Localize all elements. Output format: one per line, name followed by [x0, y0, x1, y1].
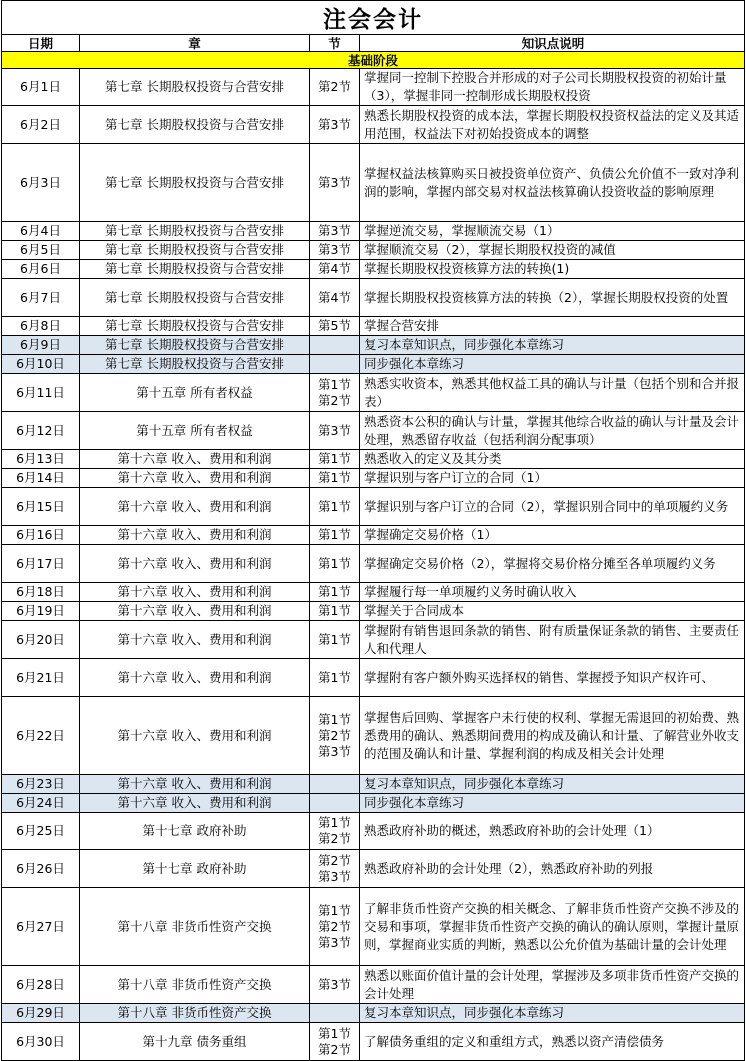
row-description: 了解非货币性资产交换的相关概念、了解非货币性资产交换不涉及的交易和事项，掌握非货币性资产交换的确认的确认原则，掌握计量原则，掌握商业实质的判断，熟悉以公允价值为基础计量的会计处理 [360, 888, 745, 966]
section-label: 第1节 [318, 902, 351, 918]
row-date: 6月12日 [2, 412, 80, 450]
row-date: 6月17日 [2, 545, 80, 583]
section-label: 第1节 [318, 451, 351, 466]
row-section [310, 355, 360, 374]
table-row [2, 69, 745, 106]
table-row [2, 888, 745, 966]
row-chapter: 第十六章 收入、费用和利润 [80, 450, 310, 469]
table-row [2, 526, 745, 545]
row-description: 掌握售后回购、掌握客户未行使的权利、掌握无需退回的初始费、熟悉费用的确认、熟悉期间费用的构成及确认和计量、了解营业外收支的范围及确认和计量、掌握利润的构成及相关会计处理 [360, 697, 745, 775]
row-date: 6月26日 [2, 850, 80, 888]
stage-label: 基础阶段 [2, 52, 745, 69]
row-section [310, 336, 360, 355]
row-chapter: 第十八章 非货币性资产交换 [80, 888, 310, 966]
row-chapter: 第十五章 所有者权益 [80, 412, 310, 450]
section-label: 第4节 [318, 289, 351, 305]
header-date: 日期 [2, 35, 80, 52]
table-row [2, 374, 745, 412]
row-chapter: 第七章 长期股权投资与合营安排 [80, 336, 310, 355]
row-date: 6月1日 [2, 69, 80, 106]
row-date: 6月2日 [2, 106, 80, 144]
row-description: 掌握履行每一单项履约义务时确认收入 [360, 583, 745, 602]
table-row [2, 1023, 745, 1061]
section-label: 第3节 [318, 223, 351, 238]
section-label: 第1节 [318, 555, 351, 571]
header-row [2, 35, 745, 52]
row-date: 6月14日 [2, 469, 80, 488]
header-chapter: 章 [80, 35, 310, 52]
row-section [310, 621, 360, 659]
row-date: 6月29日 [2, 1004, 80, 1023]
row-description: 掌握长期股权投资核算方法的转换（2），掌握长期股权投资的处置 [360, 279, 745, 317]
table-row [2, 355, 745, 374]
row-description: 掌握同一控制下控股合并形成的对子公司长期股权投资的初始计量（3），掌握非同一控制形成长期股权投资 [360, 69, 745, 106]
row-description: 复习本章知识点，同步强化本章练习 [360, 336, 745, 355]
row-section [310, 526, 360, 545]
header-section: 节 [310, 35, 360, 52]
table-row [2, 450, 745, 469]
section-label: 第1节 [318, 584, 351, 599]
section-label: 第1节 [318, 1025, 351, 1041]
row-date: 6月9日 [2, 336, 80, 355]
row-date: 6月20日 [2, 621, 80, 659]
table-row [2, 697, 745, 775]
table-row [2, 106, 745, 144]
row-chapter: 第十六章 收入、费用和利润 [80, 602, 310, 621]
row-description: 熟悉长期股权投资的成本法，掌握长期股权投资权益法的定义及其适用范围，权益法下对初始投资成本的调整 [360, 106, 745, 144]
row-date: 6月19日 [2, 602, 80, 621]
row-section [310, 583, 360, 602]
section-label: 第3节 [318, 242, 351, 257]
table-row [2, 260, 745, 279]
row-date: 6月7日 [2, 279, 80, 317]
section-label: 第2节 [318, 918, 351, 934]
row-description: 熟悉实收资本，熟悉其他权益工具的确认与计量（包括个别和合并报表） [360, 374, 745, 412]
table-row [2, 412, 745, 450]
section-label: 第1节 [318, 527, 351, 542]
row-chapter: 第七章 长期股权投资与合营安排 [80, 355, 310, 374]
row-date: 6月6日 [2, 260, 80, 279]
section-label: 第2节 [318, 79, 351, 94]
row-description: 掌握附有客户额外购买选择权的销售、掌握授予知识产权许可、 [360, 659, 745, 697]
table-row [2, 813, 745, 850]
row-date: 6月22日 [2, 697, 80, 775]
row-section [310, 69, 360, 106]
row-chapter: 第七章 长期股权投资与合营安排 [80, 69, 310, 106]
section-label: 第1节 [318, 498, 351, 514]
row-section [310, 144, 360, 222]
section-label: 第3节 [318, 743, 351, 759]
row-section [310, 697, 360, 775]
row-date: 6月21日 [2, 659, 80, 697]
section-label: 第1节 [318, 376, 351, 392]
row-chapter: 第十六章 收入、费用和利润 [80, 488, 310, 526]
table-row [2, 241, 745, 260]
row-chapter: 第十八章 非货币性资产交换 [80, 966, 310, 1004]
section-label: 第1节 [318, 603, 351, 618]
table-row [2, 222, 745, 241]
section-label: 第2节 [318, 1041, 351, 1057]
row-description: 熟悉以账面价值计量的会计处理，掌握涉及多项非货币性资产交换的会计处理 [360, 966, 745, 1004]
row-date: 6月28日 [2, 966, 80, 1004]
row-description: 掌握长期股权投资核算方法的转换(1) [360, 260, 745, 279]
row-date: 6月4日 [2, 222, 80, 241]
row-date: 6月8日 [2, 317, 80, 336]
row-description: 掌握顺流交易（2），掌握长期股权投资的减值 [360, 241, 745, 260]
section-label: 第2节 [318, 831, 351, 846]
row-section [310, 222, 360, 241]
row-chapter: 第十六章 收入、费用和利润 [80, 697, 310, 775]
section-label: 第3节 [318, 976, 351, 992]
row-section [310, 966, 360, 1004]
table-row [2, 966, 745, 1004]
table-row [2, 621, 745, 659]
row-date: 6月15日 [2, 488, 80, 526]
row-section [310, 775, 360, 794]
row-chapter: 第十九章 债务重组 [80, 1023, 310, 1061]
row-description: 熟悉政府补助的会计处理（2），熟悉政府补助的列报 [360, 850, 745, 888]
row-date: 6月11日 [2, 374, 80, 412]
section-label: 第3节 [318, 116, 351, 132]
row-chapter: 第七章 长期股权投资与合营安排 [80, 144, 310, 222]
row-date: 6月18日 [2, 583, 80, 602]
row-chapter: 第七章 长期股权投资与合营安排 [80, 279, 310, 317]
stage-row [2, 52, 745, 69]
row-section [310, 106, 360, 144]
section-label: 第3节 [318, 868, 351, 884]
section-label: 第1节 [318, 711, 351, 727]
section-label: 第1节 [318, 631, 351, 647]
row-description: 同步强化本章练习 [360, 794, 745, 813]
row-section [310, 469, 360, 488]
section-label: 第2节 [318, 727, 351, 743]
table-row [2, 583, 745, 602]
row-chapter: 第十六章 收入、费用和利润 [80, 469, 310, 488]
row-description: 掌握合营安排 [360, 317, 745, 336]
table-row [2, 545, 745, 583]
row-description: 掌握确定交易价格（1） [360, 526, 745, 545]
table-row [2, 602, 745, 621]
section-label: 第1节 [318, 669, 351, 685]
row-section [310, 279, 360, 317]
row-date: 6月27日 [2, 888, 80, 966]
row-chapter: 第十七章 政府补助 [80, 850, 310, 888]
table-row [2, 317, 745, 336]
row-description: 熟悉资本公积的确认与计量，掌握其他综合收益的确认与计量及会计处理，熟悉留存收益（包括利润分配事项） [360, 412, 745, 450]
row-date: 6月3日 [2, 144, 80, 222]
row-date: 6月30日 [2, 1023, 80, 1061]
row-section [310, 794, 360, 813]
schedule-body [2, 69, 745, 1061]
row-date: 6月23日 [2, 775, 80, 794]
row-chapter: 第十六章 收入、费用和利润 [80, 794, 310, 813]
row-section [310, 374, 360, 412]
row-section [310, 850, 360, 888]
sheet-title: 注会会计 [1, 0, 745, 34]
row-section [310, 888, 360, 966]
row-description: 掌握识别与客户订立的合同（2），掌握识别合同中的单项履约义务 [360, 488, 745, 526]
row-date: 6月5日 [2, 241, 80, 260]
row-chapter: 第七章 长期股权投资与合营安排 [80, 260, 310, 279]
row-date: 6月24日 [2, 794, 80, 813]
section-label: 第3节 [318, 174, 351, 190]
row-chapter: 第七章 长期股权投资与合营安排 [80, 317, 310, 336]
table-row [2, 488, 745, 526]
table-row [2, 469, 745, 488]
section-label: 第3节 [318, 934, 351, 950]
row-section [310, 260, 360, 279]
row-section [310, 241, 360, 260]
row-section [310, 450, 360, 469]
row-chapter: 第十七章 政府补助 [80, 813, 310, 850]
row-date: 6月13日 [2, 450, 80, 469]
row-section [310, 488, 360, 526]
row-chapter: 第十八章 非货币性资产交换 [80, 1004, 310, 1023]
section-label: 第2节 [318, 392, 351, 408]
row-chapter: 第十六章 收入、费用和利润 [80, 583, 310, 602]
table-row [2, 1004, 745, 1023]
row-section [310, 1004, 360, 1023]
section-label: 第4节 [318, 261, 351, 276]
row-section [310, 412, 360, 450]
row-date: 6月10日 [2, 355, 80, 374]
row-description: 掌握附有销售退回条款的销售、附有质量保证条款的销售、主要责任人和代理人 [360, 621, 745, 659]
schedule-sheet [1, 0, 745, 1061]
row-description: 复习本章知识点，同步强化本章练习 [360, 1004, 745, 1023]
table-row [2, 659, 745, 697]
row-date: 6月16日 [2, 526, 80, 545]
row-description: 复习本章知识点，同步强化本章练习 [360, 775, 745, 794]
row-chapter: 第七章 长期股权投资与合营安排 [80, 106, 310, 144]
section-label: 第3节 [318, 422, 351, 438]
row-chapter: 第十六章 收入、费用和利润 [80, 545, 310, 583]
table-row [2, 336, 745, 355]
header-desc: 知识点说明 [360, 35, 745, 52]
row-chapter: 第十六章 收入、费用和利润 [80, 659, 310, 697]
row-section [310, 545, 360, 583]
row-chapter: 第七章 长期股权投资与合营安排 [80, 222, 310, 241]
row-description: 同步强化本章练习 [360, 355, 745, 374]
row-description: 掌握权益法核算购买日被投资单位资产、负债公允价值不一致对净利润的影响，掌握内部交易对权益法核算确认投资收益的影响原理 [360, 144, 745, 222]
table-row [2, 775, 745, 794]
row-chapter: 第十五章 所有者权益 [80, 374, 310, 412]
row-description: 熟悉收入的定义及其分类 [360, 450, 745, 469]
row-chapter: 第十六章 收入、费用和利润 [80, 621, 310, 659]
row-description: 熟悉政府补助的概述，熟悉政府补助的会计处理（1） [360, 813, 745, 850]
table-row [2, 794, 745, 813]
row-section [310, 1023, 360, 1061]
row-chapter: 第十六章 收入、费用和利润 [80, 775, 310, 794]
row-section [310, 317, 360, 336]
row-section [310, 813, 360, 850]
section-label: 第2节 [318, 852, 351, 868]
row-description: 了解债务重组的定义和重组方式，熟悉以资产清偿债务 [360, 1023, 745, 1061]
row-chapter: 第十六章 收入、费用和利润 [80, 526, 310, 545]
row-description: 掌握关于合同成本 [360, 602, 745, 621]
row-chapter: 第七章 长期股权投资与合营安排 [80, 241, 310, 260]
row-description: 掌握确定交易价格（2），掌握将交易价格分摊至各单项履约义务 [360, 545, 745, 583]
table-row [2, 279, 745, 317]
table-row [2, 144, 745, 222]
row-section [310, 602, 360, 621]
row-section [310, 659, 360, 697]
section-label: 第1节 [318, 470, 351, 485]
schedule-table [1, 34, 745, 1061]
section-label: 第5节 [318, 318, 351, 333]
row-description: 掌握识别与客户订立的合同（1） [360, 469, 745, 488]
table-row [2, 850, 745, 888]
row-description: 掌握逆流交易，掌握顺流交易（1） [360, 222, 745, 241]
section-label: 第1节 [318, 815, 351, 830]
row-date: 6月25日 [2, 813, 80, 850]
